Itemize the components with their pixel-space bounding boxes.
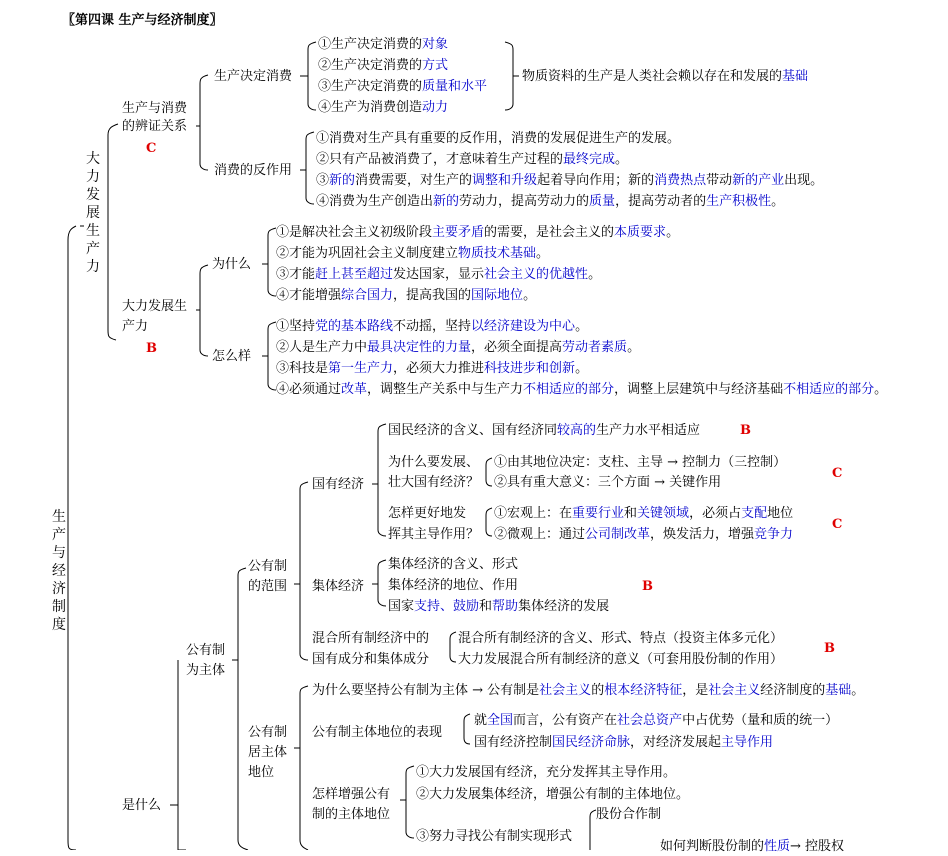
develop-title-a: 大力发展生 [122, 299, 188, 314]
mixed-item-2: 大力发展混合所有制经济的意义（可套用股份制的作用） [458, 652, 784, 667]
status-node-a: 公有制 [248, 725, 288, 740]
state-item-1: 国民经济的含义、国有经济同较高的生产力水平相适应 [388, 423, 701, 438]
root-node: 生 产 与 经 济 制 度 [52, 509, 66, 633]
develop-title-b: 产力 [122, 319, 149, 334]
react-item-4: ④消费为生产创造出新的劳动力，提高劳动力的质量，提高劳动者的生产积极性。 [316, 194, 785, 209]
why-item-1: ①是解决社会主义初级阶段主要矛盾的需要，是社会主义的本质要求。 [276, 225, 680, 240]
state-how-2: ②微观上：通过公司制改革，焕发活力，增强竞争力 [494, 527, 794, 542]
public-main-node-b: 为主体 [186, 663, 226, 678]
grade-badge: B [740, 423, 751, 438]
mixed-item-1: 混合所有制经济的含义、形式、特点（投资主体多元化） [458, 631, 784, 646]
public-main-node-a: 公有制 [186, 643, 226, 658]
how-node: 怎么样 [212, 349, 252, 364]
enh-bottom: 如何判断股份制的性质→ 控股权 [660, 839, 845, 854]
state-why-1: ①由其地位决定：支柱、主导 → 控制力（三控制） [494, 455, 787, 470]
grade-badge: B [824, 641, 835, 656]
why-item-4: ④才能增强综合国力，提高我国的国际地位。 [276, 288, 537, 303]
how-item-2: ②人是生产力中最具决定性的力量，必须全面提高劳动者素质。 [276, 340, 641, 355]
production-decides-node: 生产决定消费 [214, 69, 293, 84]
decide-item-2: ②生产决定消费的方式 [318, 58, 449, 73]
why-node: 为什么 [212, 257, 252, 272]
state-why-b: 壮大国有经济？ [388, 475, 480, 490]
enhance-node-a: 怎样增强公有 [312, 787, 391, 802]
react-item-1: ①消费对生产具有重要的反作用，消费的发展促进生产的发展。 [316, 131, 681, 146]
grade-badge: C [146, 141, 157, 156]
react-item-3: ③新的消费需要，对生产的调整和升级起着导向作用；新的消费热点带动新的产业出现。 [316, 173, 824, 188]
grade-badge: C [832, 517, 843, 532]
scope-node-a: 公有制 [248, 559, 288, 574]
grade-badge: C [832, 466, 843, 481]
decide-item-4: ④生产为消费创造动力 [318, 100, 449, 115]
how-item-3: ③科技是第一生产力，必须大力推进科技进步和创新。 [276, 361, 589, 376]
what-node: 是什么 [122, 798, 162, 813]
state-how-b: 挥其主导作用？ [388, 527, 480, 542]
how-item-1: ①坚持党的基本路线不动摇，坚持以经济建设为中心。 [276, 319, 589, 334]
state-why-2: ②具有重大意义：三个方面 → 关键作用 [494, 475, 722, 490]
mixed-node-b: 国有成分和集体成分 [312, 652, 430, 667]
status-node-b: 居主体 [248, 745, 288, 760]
enhance-node-b: 制的主体地位 [312, 807, 391, 822]
enh-sub: 股份合作制 [596, 807, 662, 822]
why-item-3: ③才能赶上甚至超过发达国家，显示社会主义的优越性。 [276, 267, 602, 282]
state-economy-node: 国有经济 [312, 477, 365, 492]
consumption-reaction-node: 消费的反作用 [214, 163, 293, 178]
decide-item-3: ③生产决定消费的质量和水平 [318, 79, 488, 94]
coll-item-1: 集体经济的含义、形式 [388, 557, 519, 572]
develop-productivity-node: 大 力 发 展 生 产 力 [86, 151, 100, 275]
decide-item-1: ①生产决定消费的对象 [318, 37, 449, 52]
status-why: 为什么要坚持公有制为主体 → 公有制是社会主义的根本经济特征，是社会主义经济制度的基础。 [312, 683, 865, 698]
status-node-c: 地位 [248, 765, 275, 780]
enh-item-1: ①大力发展国有经济，充分发挥其主导作用。 [416, 765, 677, 780]
page-title: 〖第四课 生产与经济制度〗 [62, 13, 223, 28]
state-how-a: 怎样更好地发 [388, 506, 467, 521]
collective-node: 集体经济 [312, 579, 365, 594]
show-item-2: 国有经济控制国民经济命脉，对经济发展起主导作用 [474, 735, 774, 750]
why-item-2: ②才能为巩固社会主义制度建立物质技术基础。 [276, 246, 550, 261]
enh-item-3: ③努力寻找公有制实现形式 [416, 829, 573, 844]
coll-item-2: 集体经济的地位、作用 [388, 578, 519, 593]
status-show-node: 公有制主体地位的表现 [312, 725, 443, 740]
state-why-a: 为什么要发展、 [388, 455, 480, 470]
consume-relation-title-a: 生产与消费 [122, 101, 188, 116]
mixed-node-a: 混合所有制经济中的 [312, 631, 430, 646]
grade-badge: B [146, 341, 157, 356]
coll-item-3: 国家支持、鼓励和帮助集体经济的发展 [388, 599, 610, 614]
react-item-2: ②只有产品被消费了，才意味着生产过程的最终完成。 [316, 152, 629, 167]
consume-relation-title-b: 的辨证关系 [122, 119, 188, 134]
scope-node-b: 的范围 [248, 579, 288, 594]
grade-badge: B [642, 579, 653, 594]
enh-item-2: ②大力发展集体经济，增强公有制的主体地位。 [416, 787, 690, 802]
how-item-4: ④必须通过改革，调整生产关系中与生产力不相适应的部分，调整上层建筑中与经济基础不相适应的部分。 [276, 382, 888, 397]
decide-conclusion: 物质资料的生产是人类社会赖以存在和发展的基础 [522, 69, 809, 84]
show-item-1: 就全国而言，公有资产在社会总资产中占优势（量和质的统一） [474, 713, 839, 728]
state-how-1: ①宏观上：在重要行业和关键领域，必须占支配地位 [494, 506, 794, 521]
